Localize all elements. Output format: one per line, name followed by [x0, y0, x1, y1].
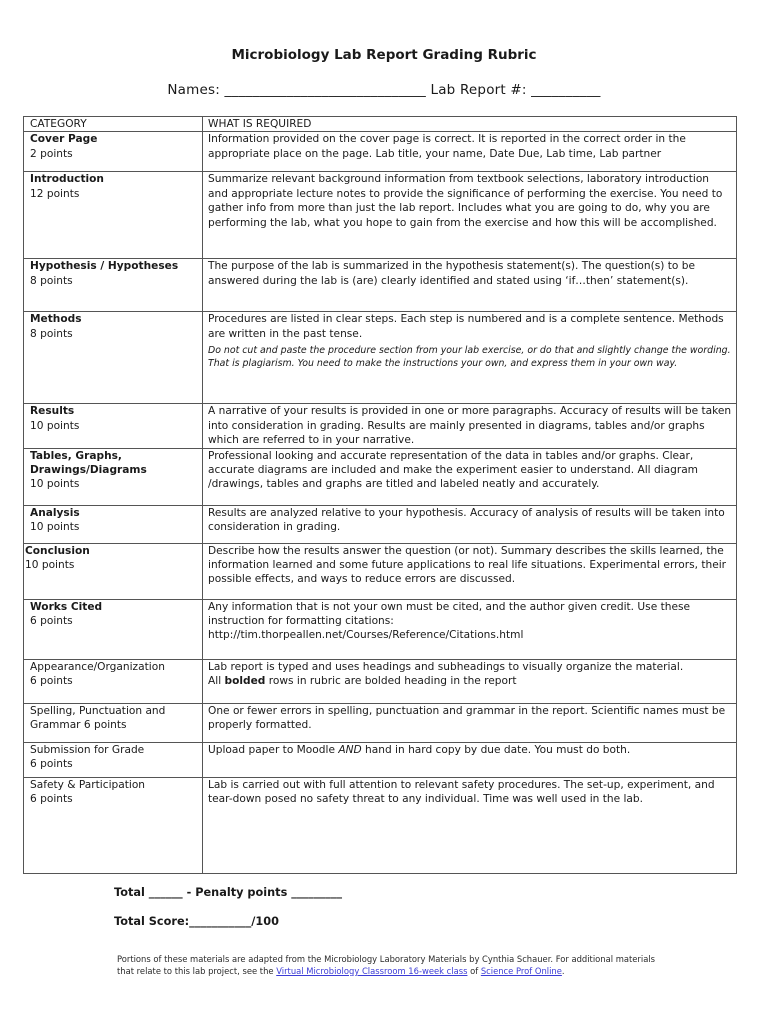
text-fragment: hand in hard copy by due date. You must do both.	[361, 743, 631, 756]
table-row	[24, 505, 737, 543]
row-requirement	[203, 777, 737, 873]
row-category	[24, 777, 203, 873]
row-category	[24, 132, 203, 172]
footer-attribution	[117, 953, 657, 977]
requirement-text: Lab report is typed and uses headings and subheadings to visually organize the material.	[208, 660, 684, 673]
category-points: 12 points	[30, 187, 80, 200]
category-name: Submission for Grade	[30, 743, 145, 756]
category-name: Methods	[30, 313, 82, 326]
table-row	[24, 599, 737, 659]
category-points: 10 points	[30, 521, 80, 534]
row-requirement	[203, 172, 737, 259]
category-points: 10 points	[30, 478, 80, 491]
requirement-text: A narrative of your results is provided in one or more paragraphs. Accuracy of results will be taken into consideration in grading. Results are mainly presented in diagrams, tables and/or graphs which are referred to in your narrative.	[208, 405, 732, 447]
emphasis-and: AND	[338, 743, 362, 756]
row-requirement	[203, 132, 737, 172]
header-required: WHAT IS REQUIRED	[203, 117, 737, 132]
table-row	[24, 742, 737, 777]
category-points: 6 points	[30, 675, 73, 688]
row-requirement	[203, 448, 737, 505]
table-row	[24, 659, 737, 703]
citations-url: http://tim.thorpeallen.net/Courses/Reference/Citations.html	[208, 629, 524, 642]
virtual-microbiology-link[interactable]: Virtual Microbiology Classroom 16-week class	[276, 966, 468, 976]
requirement-text: Professional looking and accurate representation of the data in tables and/or graphs. Clear, accurate diagrams are included and make the experiment easier to understand. All diagram /drawings, tables and graphs are titled and labeled neatly and accurately.	[208, 449, 699, 491]
row-requirement	[203, 703, 737, 742]
row-requirement	[203, 543, 737, 599]
requirement-text: Information provided on the cover page is correct. It is reported in the correct order in the appropriate place on the page. Lab title, your name, Date Due, Lab time, Lab partner	[208, 133, 686, 160]
category-points: 8 points	[30, 274, 73, 287]
page-title: Microbiology Lab Report Grading Rubric	[231, 47, 537, 63]
total-penalty-line: Total ______ - Penalty points _________	[114, 886, 343, 899]
requirement-text: Lab is carried out with full attention to relevant safety procedures. The set-up, experiment, and tear-down posed no safety threat to any individual. Time was well used in the lab.	[208, 778, 715, 806]
row-category	[24, 505, 203, 543]
table-row	[24, 448, 737, 505]
text-fragment: All	[208, 675, 225, 688]
category-name: Introduction	[30, 173, 104, 186]
footer-text: .	[561, 966, 565, 976]
category-points: 8 points	[30, 327, 73, 340]
requirement-text: The purpose of the lab is summarized in the hypothesis statement(s). The question(s) to be answered during the lab is (are) clearly identified and stated using ‘if…then’ statement(s).	[208, 260, 695, 287]
category-name: Analysis	[30, 506, 80, 519]
row-category	[24, 312, 203, 404]
row-category	[24, 172, 203, 259]
table-row	[24, 312, 737, 404]
category-name: Results	[30, 405, 75, 418]
plagiarism-note: Do not cut and paste the procedure section from your lab exercise, or do that and slightly change the wording. That is plagiarism. You need to make the instructions your own, and express them in your own way.	[208, 345, 731, 369]
row-category	[24, 448, 203, 505]
requirement-text: Summarize relevant background information from textbook selections, laboratory introduction and appropriate lecture notes to provide the significance of performing the exercise. You need to gather info from more than just the lab report. Includes what you are going to do, why you are performing the lab, what you hope to gain from the exercise and how this will be accomplished.	[208, 173, 723, 229]
requirement-text: One or fewer errors in spelling, punctuation and grammar in the report. Scientific names must be properly formatted.	[208, 704, 726, 732]
row-requirement	[203, 659, 737, 703]
category-points: 2 points	[30, 147, 73, 160]
row-category	[24, 404, 203, 448]
requirement-text-2	[208, 674, 732, 688]
category-name: Appearance/Organization	[30, 660, 165, 673]
total-score-line: Total Score:___________/100	[114, 915, 279, 928]
requirement-text	[208, 743, 732, 757]
table-row	[24, 543, 737, 599]
row-requirement	[203, 505, 737, 543]
table-row	[24, 404, 737, 448]
category-name: Hypothesis / Hypotheses	[30, 260, 179, 273]
category-name: Spelling, Punctuation and Grammar 6 points	[30, 704, 166, 732]
row-requirement	[203, 742, 737, 777]
category-name: Works Cited	[30, 600, 103, 613]
table-row	[24, 132, 737, 172]
row-requirement	[203, 599, 737, 659]
requirement-text: Describe how the results answer the question (or not). Summary describes the skills learned, the information learned and some future applications to real life situations. Experimental errors, their possible effects, and ways to reduce errors are discussed.	[208, 544, 727, 586]
table-row	[24, 777, 737, 873]
category-points: 10 points	[30, 419, 80, 432]
requirement-text: Results are analyzed relative to your hypothesis. Accuracy of analysis of results will be taken into consideration in grading.	[208, 506, 725, 534]
footer-text: of	[467, 966, 481, 976]
row-category	[24, 703, 203, 742]
bolded-word: bolded	[224, 675, 266, 688]
category-points: 6 points	[30, 758, 73, 771]
row-requirement	[203, 404, 737, 448]
category-name: Safety & Participation	[30, 778, 146, 791]
table-row	[24, 703, 737, 742]
row-requirement	[203, 259, 737, 312]
table-header-row	[24, 117, 737, 132]
table-row	[24, 172, 737, 259]
row-category	[24, 659, 203, 703]
text-fragment: Upload paper to Moodle	[208, 743, 339, 756]
row-category	[24, 599, 203, 659]
grading-rubric-table	[23, 116, 737, 874]
names-lab-report-line: Names: _____________________________ Lab Report #: __________	[167, 82, 601, 98]
category-name: Tables, Graphs, Drawings/Diagrams	[30, 449, 147, 477]
row-category	[24, 259, 203, 312]
requirement-text: Procedures are listed in clear steps. Each step is numbered and is a complete sentence. Methods are written in the past tense.	[208, 313, 724, 340]
category-name: Cover Page	[30, 133, 98, 146]
category-points: 10 points	[25, 559, 75, 572]
header-category: CATEGORY	[24, 117, 203, 132]
category-name: Conclusion	[25, 544, 90, 557]
category-points: 6 points	[30, 615, 73, 628]
category-points: 6 points	[30, 793, 73, 806]
footer-text: Portions of these materials are adapted from the Microbiology Laboratory Materials by Cynthia Schauer. For additional materials that relate to this lab project, see the	[117, 954, 656, 976]
science-prof-online-link[interactable]: Science Prof Online	[480, 966, 562, 976]
row-requirement	[203, 312, 737, 404]
table-row	[24, 259, 737, 312]
row-category	[24, 742, 203, 777]
text-fragment: rows in rubric are bolded heading in the report	[265, 675, 517, 688]
requirement-text: Any information that is not your own must be cited, and the author given credit. Use these instruction for formatting citations:	[208, 600, 690, 628]
row-category	[24, 543, 203, 599]
